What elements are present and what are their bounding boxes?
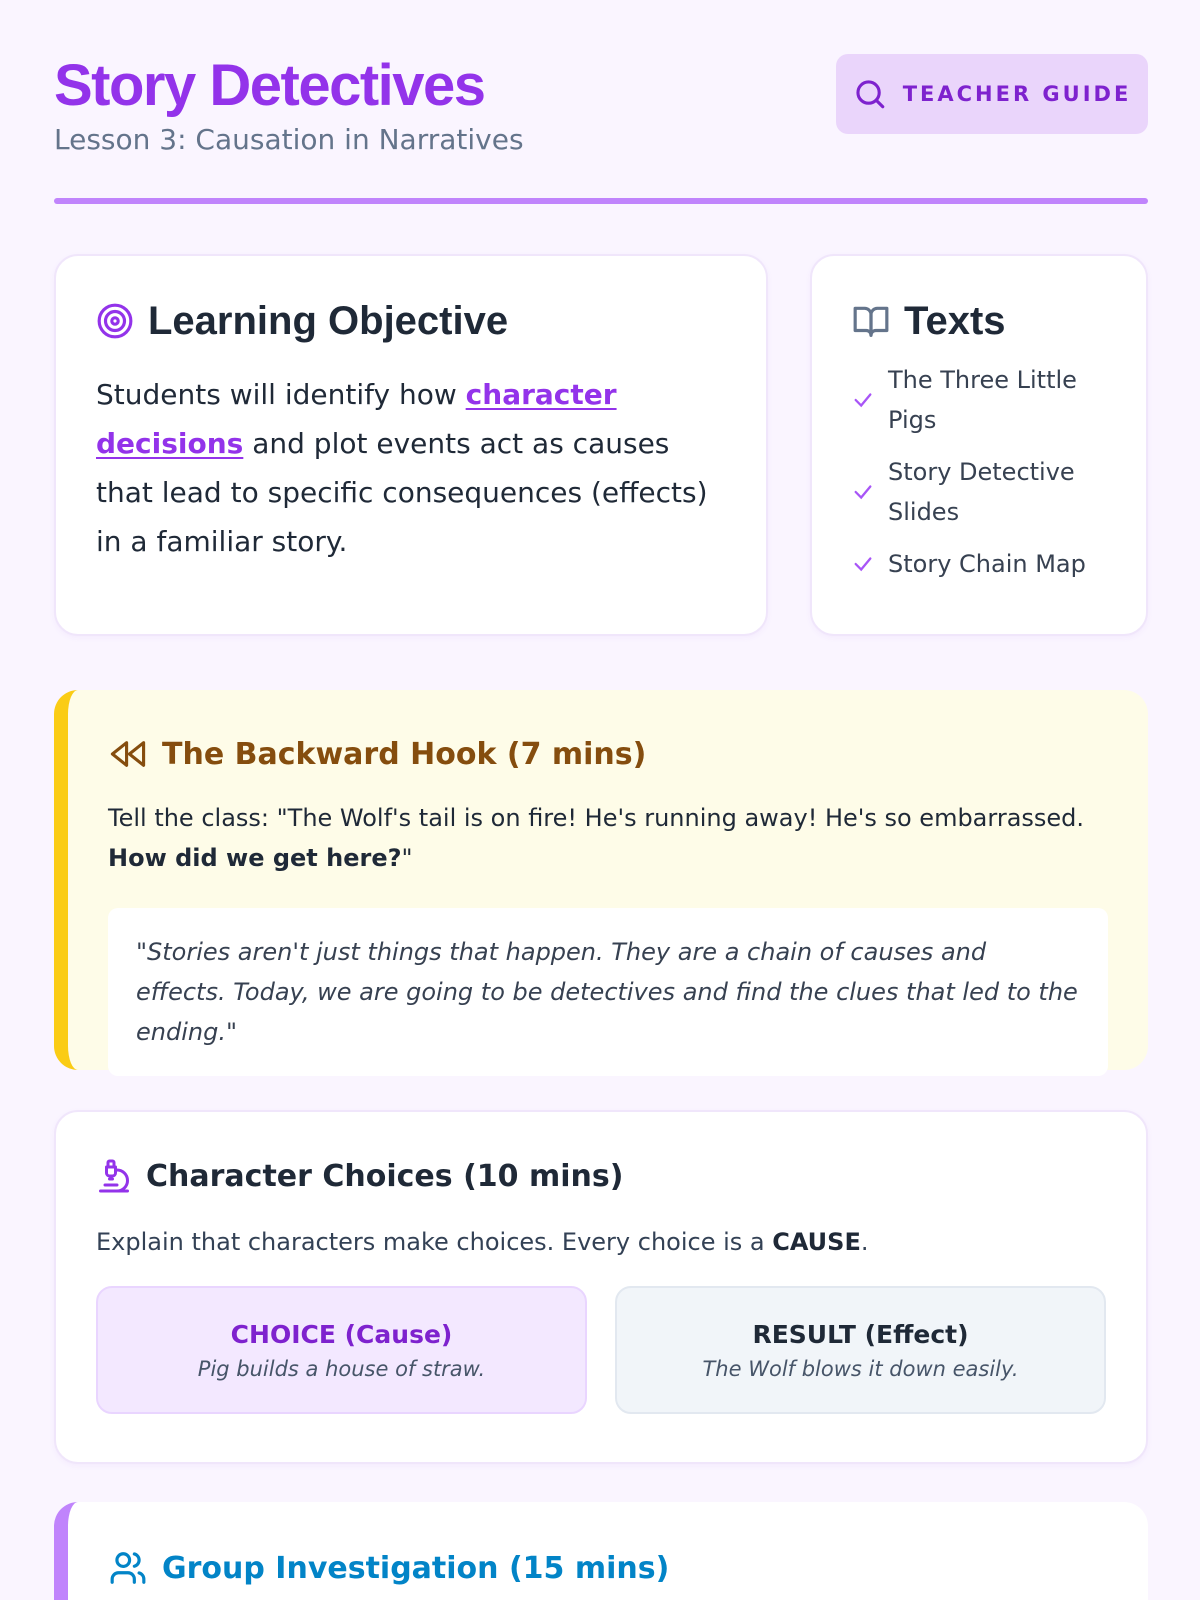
objective-description: Students will identify how character decisions and plot events act as causes that lead to specific consequences (effects) in a familiar story. xyxy=(96,378,708,558)
character-choices-title: Character Choices (10 mins) xyxy=(146,1158,624,1194)
group-investigation-section xyxy=(54,1502,1148,1600)
texts-card xyxy=(810,254,1148,636)
texts-title: Texts xyxy=(904,298,1006,343)
choices-instructions: Explain that characters make choices. Every choice is a CAUSE. xyxy=(96,1228,869,1256)
page-header xyxy=(54,52,1148,202)
learning-objective-heading xyxy=(96,296,726,346)
target-icon xyxy=(96,302,134,340)
group-investigation-heading xyxy=(108,1546,1108,1590)
check-icon xyxy=(852,389,874,411)
texts-list xyxy=(852,360,1120,584)
hook-instructions: Tell the class: "The Wolf's tail is on fire! He's running away! He's so embarrassed. How did we get here?" xyxy=(108,804,1085,872)
cause-box xyxy=(96,1286,587,1414)
learning-objective-card xyxy=(54,254,768,636)
check-icon xyxy=(852,481,874,503)
rewind-icon xyxy=(108,737,148,771)
text-item-label: The Three Little Pigs xyxy=(888,366,1077,434)
list-item xyxy=(852,360,1120,440)
search-icon xyxy=(853,77,887,111)
users-icon xyxy=(108,1549,148,1587)
check-icon xyxy=(852,553,874,575)
list-item xyxy=(852,452,1120,532)
effect-box xyxy=(615,1286,1106,1414)
character-choices-heading xyxy=(96,1154,1106,1198)
group-investigation-title: Group Investigation (15 mins) xyxy=(162,1550,670,1586)
character-choices-section xyxy=(54,1110,1148,1464)
hook-quote: "Stories aren't just things that happen. They are a chain of causes and effects. Today, we are going to be detectives and find the clues that led to the ending." xyxy=(108,908,1108,1076)
book-open-icon xyxy=(852,302,890,340)
lesson-subtitle: Lesson 3: Causation in Narratives xyxy=(54,123,524,156)
microscope-icon xyxy=(96,1157,132,1195)
backward-hook-section xyxy=(54,690,1148,1070)
backward-hook-heading xyxy=(108,732,1108,776)
cause-text: Pig builds a house of straw. xyxy=(197,1356,486,1381)
teacher-guide-button[interactable] xyxy=(836,54,1148,134)
backward-hook-title: The Backward Hook (7 mins) xyxy=(162,736,647,772)
effect-text: The Wolf blows it down easily. xyxy=(702,1356,1019,1381)
text-item-label: Story Detective Slides xyxy=(888,458,1075,526)
header-divider xyxy=(54,198,1148,204)
learning-objective-title: Learning Objective xyxy=(148,298,509,343)
list-item xyxy=(852,544,1120,584)
texts-heading xyxy=(852,296,1120,346)
character-decisions-highlight: character decisions xyxy=(96,378,617,460)
text-item-label: Story Chain Map xyxy=(888,550,1086,578)
effect-label: RESULT (Effect) xyxy=(752,1319,969,1349)
cause-effect-boxes xyxy=(96,1286,1106,1414)
page-title: Story Detectives xyxy=(54,53,485,118)
cause-label: CHOICE (Cause) xyxy=(230,1319,453,1349)
teacher-guide-label: TEACHER GUIDE xyxy=(902,82,1132,106)
